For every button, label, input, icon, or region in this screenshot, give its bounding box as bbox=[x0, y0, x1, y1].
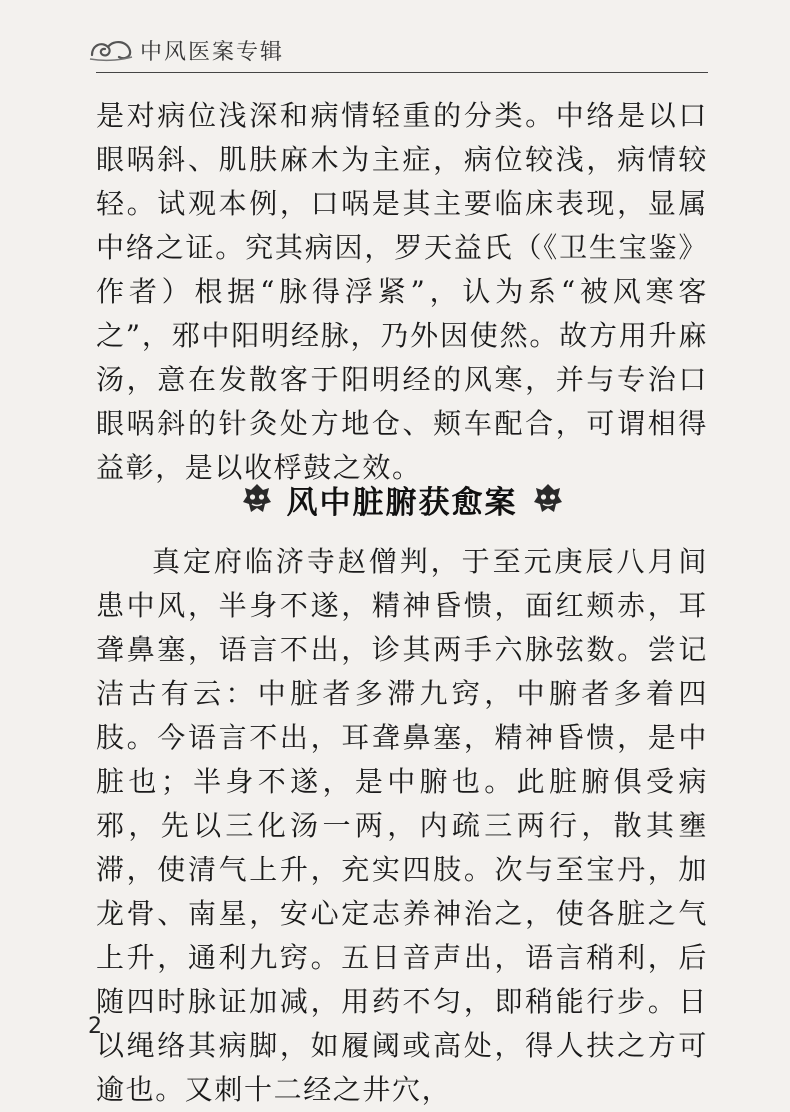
running-header bbox=[88, 30, 284, 70]
page-number: 2 bbox=[88, 1014, 102, 1039]
continued-text bbox=[96, 94, 708, 490]
left-mask-ornament-icon bbox=[241, 482, 273, 516]
section-body bbox=[96, 540, 708, 1112]
cloud-scroll-icon bbox=[88, 35, 134, 65]
header-rule bbox=[96, 72, 708, 73]
paragraph: 是对病位浅深和病情轻重的分类。中络是以口眼㖞斜、肌肤麻木为主症，病位较浅，病情较轻。试观本例，口㖞是其主要临床表现，显属中络之证。究其病因，罗天益氏（《卫生宝鉴》作者）根据“脉得浮紧”，认为系“被风寒客之”，邪中阳明经脉，乃外因使然。故方用升麻汤，意在发散客于阳明经的风寒，并与专治口眼㖞斜的针灸处方地仓、颊车配合，可谓相得益彰，是以收桴鼓之效。 bbox=[96, 99, 708, 484]
right-mask-ornament-icon bbox=[532, 482, 564, 516]
section-title: 风中脏腑获愈案 bbox=[286, 484, 518, 521]
running-title: 中风医案专辑 bbox=[140, 39, 285, 65]
paragraph: 真定府临济寺赵僧判，于至元庚辰八月间患中风，半身不遂，精神昏愦，面红颊赤，耳聋鼻塞，语言不出，诊其两手六脉弦数。尝记洁古有云：中脏者多滞九窍，中腑者多着四肢。今语言不出，耳聋鼻塞，精神昏愦，是中脏也；半身不遂，是中腑也。此脏腑俱受病邪，先以三化汤一两，内疏三两行，散其壅滞，使清气上升，充实四肢。次与至宝丹，加龙骨、南星，安心定志养神治之，使各脏之气上升，通利九窍。五日音声出，语言稍利，后随四时脉证加减，用药不匀，即稍能行步。日以绳络其病脚，如履阈或高处，得人扶之方可逾也。又刺十二经之井穴， bbox=[96, 545, 708, 1106]
section-heading bbox=[96, 474, 708, 524]
